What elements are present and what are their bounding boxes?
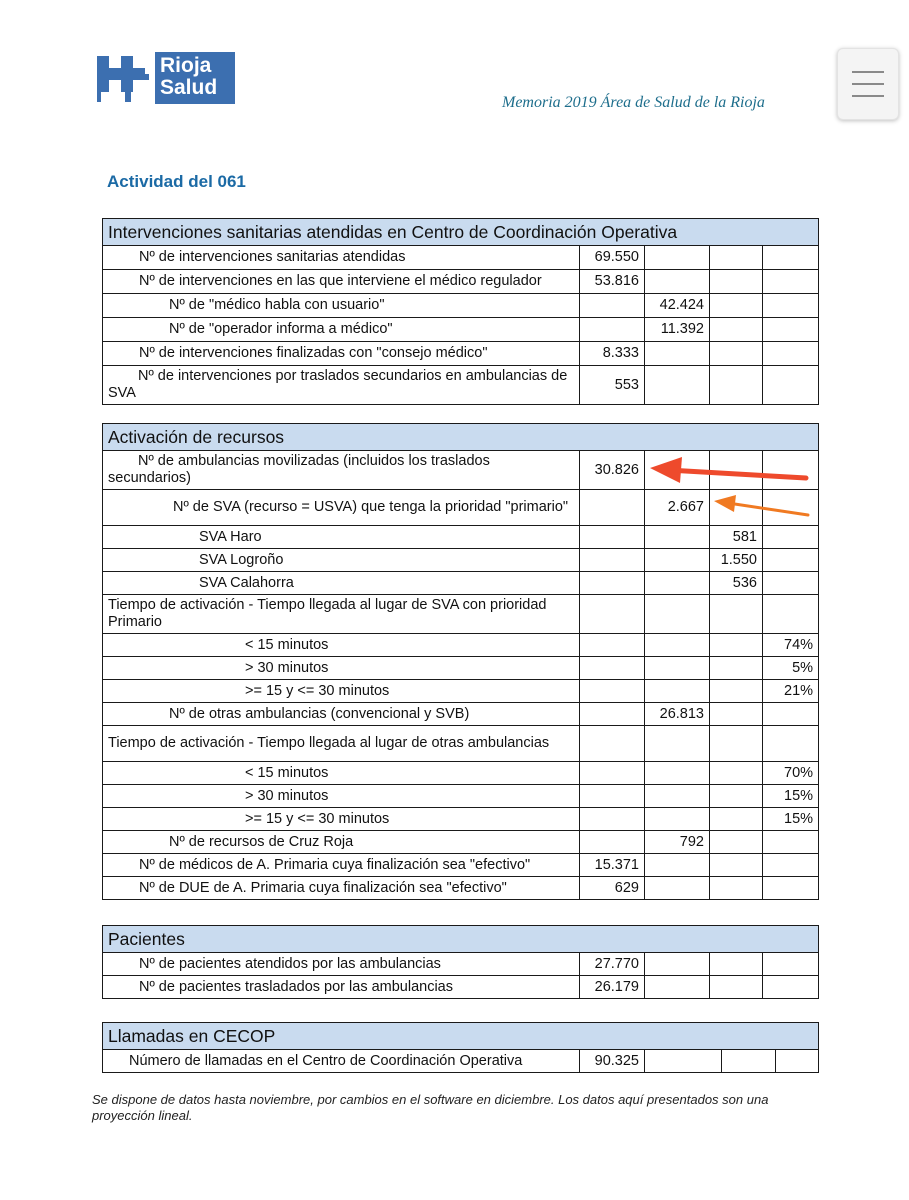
row-label: Nº de otras ambulancias (convencional y SVB) [103, 703, 580, 726]
table-row [103, 451, 819, 490]
cell-value: 27.770 [580, 953, 645, 976]
table-row [103, 808, 819, 831]
cell-value: 1.550 [710, 549, 763, 572]
row-label: Nº de intervenciones por traslados secundarios en ambulancias de SVA [103, 366, 580, 405]
row-label: Nº de intervenciones finalizadas con "consejo médico" [103, 342, 580, 366]
cell-value: 15.371 [580, 854, 645, 877]
table-intervenciones [102, 218, 819, 405]
cell-value: 53.816 [580, 270, 645, 294]
menu-button[interactable] [837, 48, 899, 120]
cell-value: 792 [645, 831, 710, 854]
row-label: Nº de ambulancias movilizadas (incluidos los traslados secundarios) [103, 451, 580, 490]
table-row [103, 549, 819, 572]
row-label: Tiempo de activación - Tiempo llegada al lugar de SVA con prioridad Primario [103, 595, 580, 634]
table-row [103, 785, 819, 808]
logo-text-line2: Salud [160, 76, 218, 99]
table-row [103, 490, 819, 526]
table-row [103, 657, 819, 680]
cell-value: 21% [763, 680, 819, 703]
row-label: SVA Calahorra [103, 572, 580, 595]
cell-value: 553 [580, 366, 645, 405]
row-label: > 30 minutos [103, 785, 580, 808]
page-title: Actividad del 061 [107, 172, 246, 191]
memoria-subtitle: Memoria 2019 Área de Salud de la Rioja [502, 94, 765, 111]
table-row [103, 294, 819, 318]
row-label: Nº de recursos de Cruz Roja [103, 831, 580, 854]
row-label: Nº de "médico habla con usuario" [103, 294, 580, 318]
row-label: Nº de intervenciones sanitarias atendidas [103, 246, 580, 270]
row-label: >= 15 y <= 30 minutos [103, 808, 580, 831]
hamburger-menu-icon [852, 71, 884, 73]
cell-value: 42.424 [645, 294, 710, 318]
table-activacion-recursos [102, 423, 819, 900]
row-label: Nº de DUE de A. Primaria cuya finalización sea "efectivo" [103, 877, 580, 900]
table-row [103, 680, 819, 703]
table-row [103, 762, 819, 785]
row-label: Nº de "operador informa a médico" [103, 318, 580, 342]
cell-value: 74% [763, 634, 819, 657]
cell-value: 30.826 [580, 451, 645, 490]
row-label: < 15 minutos [103, 634, 580, 657]
footnote: Se dispone de datos hasta noviembre, por cambios en el software en diciembre. Los datos aquí presentados son una proyección lineal. [92, 1092, 769, 1123]
table-row [103, 976, 819, 999]
table-row [103, 526, 819, 549]
cell-value: 26.179 [580, 976, 645, 999]
table-header: Intervenciones sanitarias atendidas en Centro de Coordinación Operativa [103, 219, 819, 246]
cell-value: 629 [580, 877, 645, 900]
table-llamadas-cecop [102, 1022, 819, 1073]
table-row [103, 270, 819, 294]
table-row [103, 572, 819, 595]
row-label: >= 15 y <= 30 minutos [103, 680, 580, 703]
table-row [103, 1050, 819, 1073]
logo-text [160, 55, 217, 99]
logo-text-line1: Rioja [160, 54, 212, 77]
table-row [103, 953, 819, 976]
table-row [103, 342, 819, 366]
row-label: Nº de médicos de A. Primaria cuya finalización sea "efectivo" [103, 854, 580, 877]
table-row [103, 634, 819, 657]
cell-value: 26.813 [645, 703, 710, 726]
table-row [103, 726, 819, 762]
row-label: < 15 minutos [103, 762, 580, 785]
cell-value: 15% [763, 808, 819, 831]
row-label: Número de llamadas en el Centro de Coordinación Operativa [103, 1050, 580, 1073]
table-header: Pacientes [103, 926, 819, 953]
table-row [103, 831, 819, 854]
cell-value: 11.392 [645, 318, 710, 342]
table-header: Llamadas en CECOP [103, 1023, 819, 1050]
hamburger-menu-icon-line [852, 83, 884, 85]
row-label: Nº de pacientes trasladados por las ambulancias [103, 976, 580, 999]
table-pacientes [102, 925, 819, 999]
row-label: > 30 minutos [103, 657, 580, 680]
row-label: SVA Haro [103, 526, 580, 549]
table-row [103, 854, 819, 877]
cell-value: 2.667 [645, 490, 710, 526]
row-label: Nº de pacientes atendidos por las ambulancias [103, 953, 580, 976]
cell-value: 5% [763, 657, 819, 680]
cell-value: 8.333 [580, 342, 645, 366]
cell-value: 15% [763, 785, 819, 808]
row-label: Nº de SVA (recurso = USVA) que tenga la prioridad "primario" [103, 490, 580, 526]
table-row [103, 877, 819, 900]
cell-value: 69.550 [580, 246, 645, 270]
row-label: Tiempo de activación - Tiempo llegada al lugar de otras ambulancias [103, 726, 580, 762]
cell-value: 90.325 [580, 1050, 645, 1073]
cell-value: 581 [710, 526, 763, 549]
table-row [103, 595, 819, 634]
hamburger-menu-icon-line [852, 95, 884, 97]
table-row [103, 703, 819, 726]
table-header: Activación de recursos [103, 424, 819, 451]
table-row [103, 246, 819, 270]
table-row [103, 366, 819, 405]
table-row [103, 318, 819, 342]
row-label: Nº de intervenciones en las que interviene el médico regulador [103, 270, 580, 294]
cell-value: 70% [763, 762, 819, 785]
row-label: SVA Logroño [103, 549, 580, 572]
cell-value: 536 [710, 572, 763, 595]
